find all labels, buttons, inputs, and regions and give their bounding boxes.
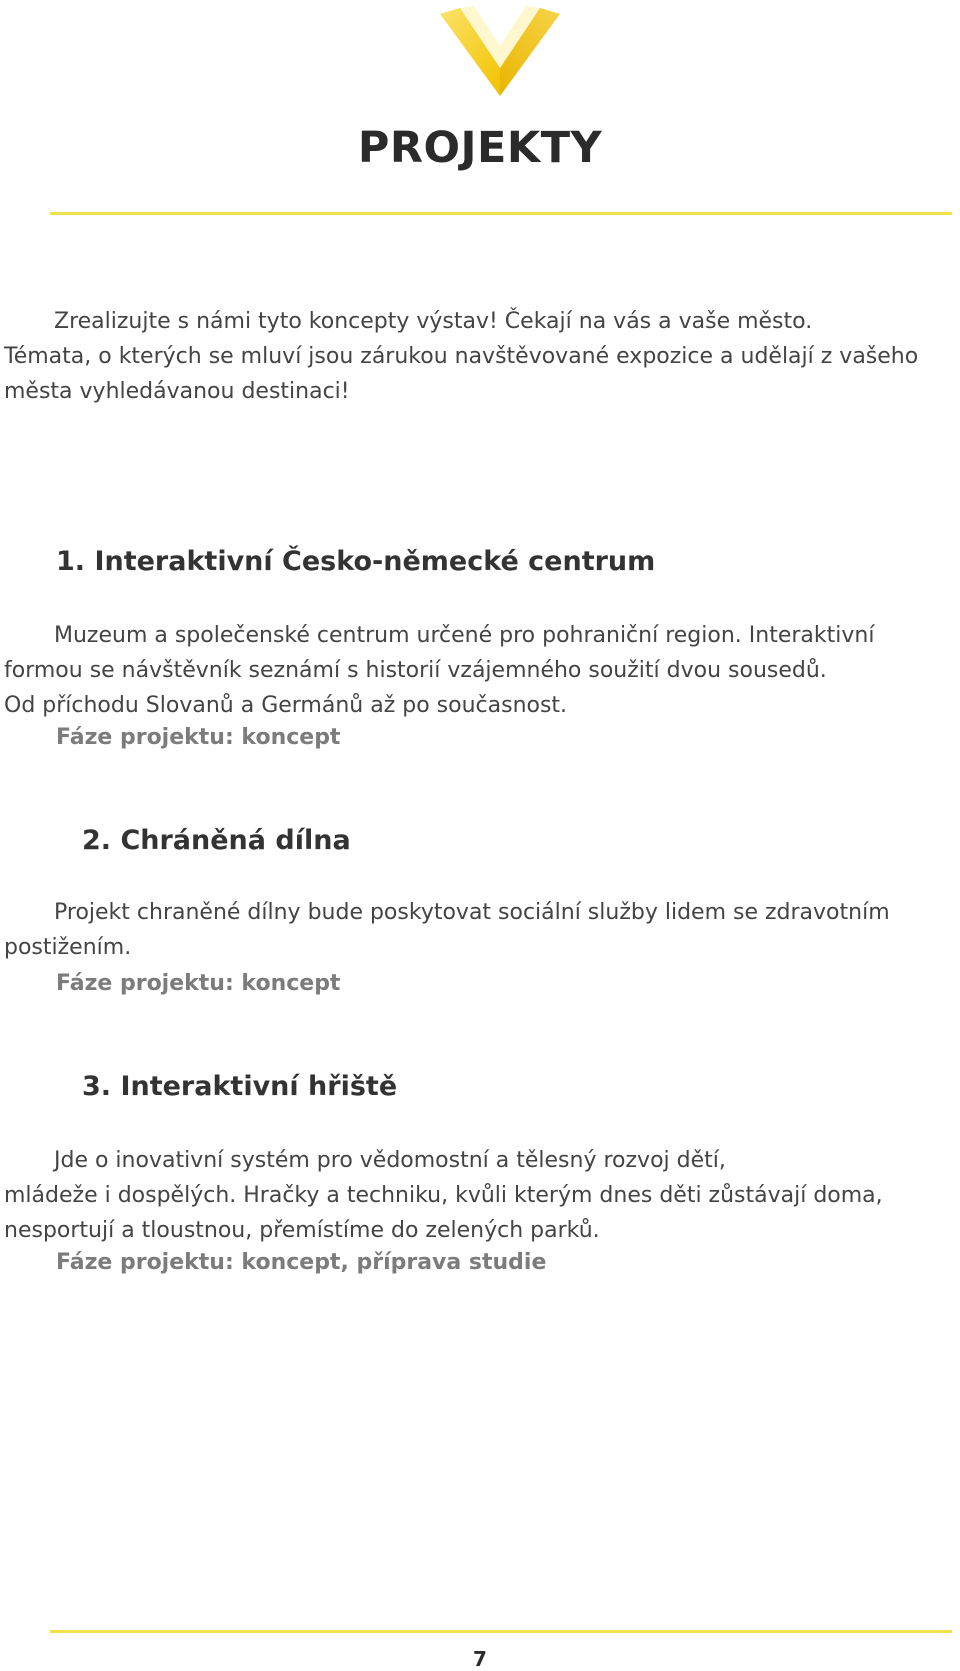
project-phase: Fáze projektu: koncept: [56, 725, 341, 750]
description-line: postižením.: [4, 935, 132, 960]
description-line: Jde o inovativní systém pro vědomostní a tělesný rozvoj dětí,: [54, 1148, 726, 1173]
description-line: mládeže i dospělých. Hračky a techniku, kvůli kterým dnes děti zůstávají doma,: [4, 1183, 883, 1208]
description-line: Muzeum a společenské centrum určené pro pohraniční region. Interaktivní: [54, 623, 875, 648]
project-heading: 1. Interaktivní Česko-německé centrum: [56, 546, 656, 577]
description-line: Projekt chraněné dílny bude poskytovat sociální služby lidem se zdravotním: [54, 900, 890, 925]
project-heading: 2. Chráněná dílna: [82, 825, 351, 856]
intro-line: Témata, o kterých se mluví jsou zárukou navštěvované expozice a udělají z vašeho: [4, 344, 919, 369]
top-divider: [50, 212, 952, 215]
project-description: [4, 895, 954, 965]
project-description: [4, 618, 954, 723]
bottom-divider: [50, 1630, 952, 1633]
intro-paragraph: [4, 304, 954, 409]
page-title: PROJEKTY: [357, 123, 603, 173]
description-line: nesportují a tloustnou, přemístíme do zelených parků.: [4, 1218, 600, 1243]
intro-line: města vyhledávanou destinaci!: [4, 379, 350, 404]
logo-chevron-icon: [438, 6, 562, 98]
page-number: 7: [473, 1647, 487, 1671]
intro-line: Zrealizujte s námi tyto koncepty výstav! Čekají na vás a vaše město.: [54, 309, 813, 334]
project-phase: Fáze projektu: koncept, příprava studie: [56, 1250, 547, 1275]
project-description: [4, 1143, 954, 1248]
project-heading: 3. Interaktivní hřiště: [82, 1071, 398, 1102]
description-line: Od příchodu Slovanů a Germánů až po současnost.: [4, 693, 568, 718]
project-phase: Fáze projektu: koncept: [56, 971, 341, 996]
description-line: formou se návštěvník seznámí s historií vzájemného soužití dvou sousedů.: [4, 658, 827, 683]
